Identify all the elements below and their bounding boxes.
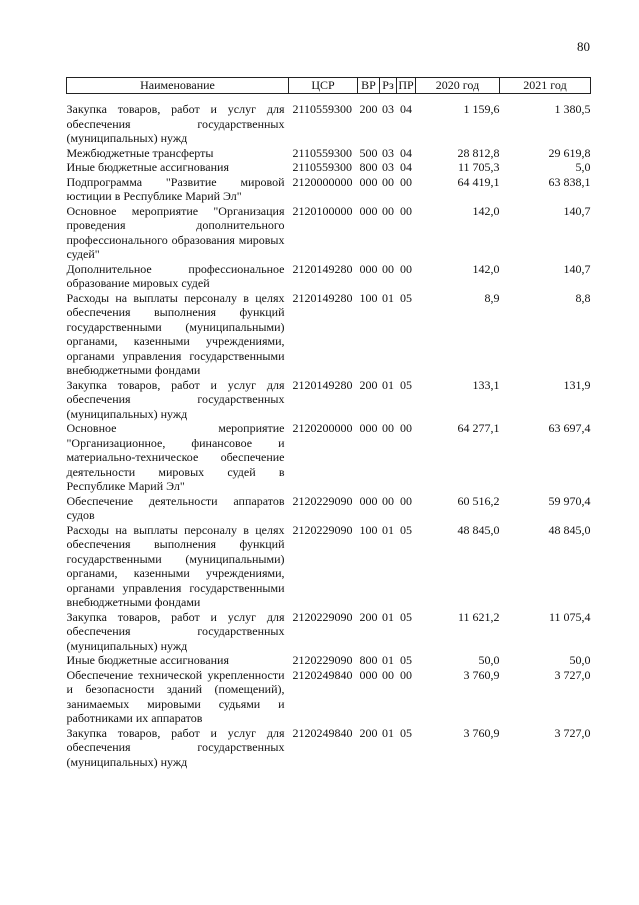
- row-csr: 2110559300: [292, 102, 353, 116]
- header-2020: 2020 год: [416, 78, 500, 94]
- header-vr: ВР: [358, 78, 380, 94]
- table-row: [67, 610, 591, 654]
- row-2021: 140,7: [563, 261, 591, 276]
- row-vr: 000: [359, 493, 378, 508]
- row-2020: 8,9: [484, 290, 500, 305]
- row-name: Закупка товаров, работ и услуг для обеспечения государственных (муниципальных) нужд: [66, 377, 285, 421]
- table-row: [67, 175, 591, 204]
- row-csr: 2110559300: [292, 145, 353, 160]
- table-row: [67, 653, 591, 668]
- row-2020: 11 621,2: [457, 609, 500, 624]
- row-csr: 2110559300: [292, 160, 353, 174]
- table-row: [67, 102, 591, 146]
- row-2020: 60 516,2: [457, 493, 500, 508]
- row-2020: 64 277,1: [457, 421, 500, 435]
- header-row: [67, 78, 591, 94]
- row-rz: 01: [382, 725, 394, 740]
- table-row: [67, 160, 591, 175]
- row-rz: 03: [382, 102, 394, 116]
- row-rz: 00: [382, 421, 394, 435]
- row-name: Основное мероприятие "Организация проведения дополнительного профессионального образования мировых судей": [66, 203, 285, 261]
- row-vr: 800: [359, 160, 378, 174]
- row-csr: 2120229090: [292, 653, 353, 667]
- row-rz: 00: [382, 493, 394, 508]
- row-rz: 03: [382, 145, 394, 160]
- row-pr: 00: [400, 421, 412, 435]
- table-row: [67, 291, 591, 378]
- row-2020: 48 845,0: [457, 522, 500, 537]
- row-name: Дополнительное профессиональное образование мировых судей: [66, 261, 285, 290]
- row-rz: 00: [382, 174, 394, 189]
- row-2020: 1 159,6: [463, 102, 500, 116]
- row-2021: 29 619,8: [548, 145, 591, 160]
- row-2020: 133,1: [472, 377, 500, 392]
- row-csr: 2120000000: [292, 174, 353, 189]
- row-2020: 142,0: [472, 203, 500, 218]
- row-name: Закупка товаров, работ и услуг для обеспечения государственных (муниципальных) нужд: [66, 102, 285, 145]
- row-csr: 2120229090: [292, 609, 353, 624]
- row-rz: 03: [382, 160, 394, 174]
- header-csr: ЦСР: [289, 78, 358, 94]
- row-2021: 59 970,4: [548, 493, 591, 508]
- row-2021: 131,9: [563, 377, 591, 392]
- row-csr: 2120200000: [292, 421, 353, 435]
- row-pr: 00: [400, 667, 412, 682]
- row-csr: 2120149280: [292, 261, 353, 276]
- row-pr: 00: [400, 203, 412, 218]
- row-vr: 000: [359, 421, 378, 435]
- row-2021: 1 380,5: [554, 102, 591, 116]
- row-pr: 05: [400, 377, 412, 392]
- row-2020: 142,0: [472, 261, 500, 276]
- row-name: Обеспечение деятельности аппаратов судов: [66, 493, 285, 522]
- header-pr: ПР: [398, 78, 414, 92]
- row-csr: 2120149280: [292, 290, 353, 305]
- row-name: Иные бюджетные ассигнования: [66, 160, 229, 174]
- row-vr: 100: [359, 290, 378, 305]
- row-csr: 2120149280: [292, 377, 353, 392]
- row-vr: 200: [359, 377, 378, 392]
- row-2020: 64 419,1: [457, 174, 500, 189]
- row-rz: 01: [382, 609, 394, 624]
- row-vr: 000: [359, 203, 378, 218]
- row-name: Обеспечение технической укрепленности и безопасности зданий (помещений), занимаемых мировыми судьями и работниками их аппаратов: [66, 667, 285, 725]
- row-name: Иные бюджетные ассигнования: [66, 653, 229, 667]
- row-pr: 05: [400, 522, 412, 537]
- row-2021: 3 727,0: [554, 667, 591, 682]
- table-row: [67, 146, 591, 161]
- table-body: [67, 94, 591, 770]
- row-vr: 500: [359, 145, 378, 160]
- row-vr: 200: [359, 725, 378, 740]
- row-pr: 05: [400, 290, 412, 305]
- table-header: [67, 78, 591, 94]
- row-2021: 63 838,1: [548, 174, 591, 189]
- row-name: Подпрограмма "Развитие мировой юстиции в Республике Марий Эл": [66, 174, 285, 203]
- row-csr: 2120100000: [292, 203, 353, 218]
- row-2021: 11 075,4: [548, 609, 591, 624]
- row-pr: 04: [400, 160, 412, 174]
- row-vr: 000: [359, 174, 378, 189]
- row-pr: 00: [400, 261, 412, 276]
- row-2021: 50,0: [569, 653, 591, 667]
- row-2021: 63 697,4: [548, 421, 591, 435]
- row-2020: 11 705,3: [457, 160, 500, 174]
- page-number: 80: [577, 39, 590, 54]
- row-name: Закупка товаров, работ и услуг для обеспечения государственных (муниципальных) нужд: [66, 609, 285, 653]
- row-2020: 50,0: [478, 653, 500, 667]
- table-row: [67, 494, 591, 523]
- row-pr: 00: [400, 493, 412, 508]
- row-vr: 800: [359, 653, 378, 667]
- spacer-row: [67, 94, 591, 103]
- row-rz: 01: [382, 290, 394, 305]
- header-name: Наименование: [67, 78, 289, 94]
- table-row: [67, 726, 591, 770]
- row-vr: 100: [359, 522, 378, 537]
- row-rz: 00: [382, 261, 394, 276]
- row-2020: 3 760,9: [463, 667, 500, 682]
- row-name: Основное мероприятие "Организационное, финансовое и материально-техническое обеспечение деятельности мировых судей в Республике Марий Эл": [66, 421, 285, 493]
- table-row: [67, 262, 591, 291]
- row-rz: 00: [382, 667, 394, 682]
- row-2021: 3 727,0: [554, 725, 591, 740]
- row-pr: 04: [400, 102, 412, 116]
- row-rz: 00: [382, 203, 394, 218]
- table-row: [67, 421, 591, 494]
- row-pr: 05: [400, 609, 412, 624]
- row-name: Закупка товаров, работ и услуг для обеспечения государственных (муниципальных) нужд: [66, 725, 285, 769]
- row-pr: 04: [400, 145, 412, 160]
- table-row: [67, 523, 591, 610]
- row-csr: 2120229090: [292, 522, 353, 537]
- table-row: [67, 668, 591, 726]
- row-vr: 200: [359, 609, 378, 624]
- row-rz: 01: [382, 522, 394, 537]
- row-vr: 000: [359, 261, 378, 276]
- row-name: Расходы на выплаты персоналу в целях обеспечения выполнения функций государственными (муниципальными) органами, казенными учреждениями, органами управления государственными внебюджетными фондами: [66, 522, 285, 609]
- row-rz: 01: [382, 377, 394, 392]
- row-2021: 48 845,0: [548, 522, 591, 537]
- row-2020: 3 760,9: [463, 725, 500, 740]
- row-csr: 2120249840: [292, 725, 353, 740]
- row-csr: 2120229090: [292, 493, 353, 508]
- row-vr: 000: [359, 667, 378, 682]
- header-rz: Рз: [380, 78, 397, 94]
- row-name: Расходы на выплаты персоналу в целях обеспечения выполнения функций государственными (муниципальными) органами, казенными учреждениями, органами управления государственными внебюджетными фондами: [66, 290, 285, 377]
- table-row: [67, 378, 591, 422]
- row-pr: 05: [400, 653, 412, 667]
- row-2020: 28 812,8: [457, 145, 500, 160]
- header-2021: 2021 год: [500, 78, 591, 94]
- row-name: Межбюджетные трансферты: [66, 145, 214, 160]
- row-2021: 8,8: [575, 290, 591, 305]
- row-csr: 2120249840: [292, 667, 353, 682]
- row-vr: 200: [359, 102, 378, 116]
- row-rz: 01: [382, 653, 394, 667]
- row-2021: 5,0: [575, 160, 591, 174]
- row-pr: 00: [400, 174, 412, 189]
- row-pr: 05: [400, 725, 412, 740]
- budget-table: [66, 77, 591, 769]
- table-row: [67, 204, 591, 262]
- row-2021: 140,7: [563, 203, 591, 218]
